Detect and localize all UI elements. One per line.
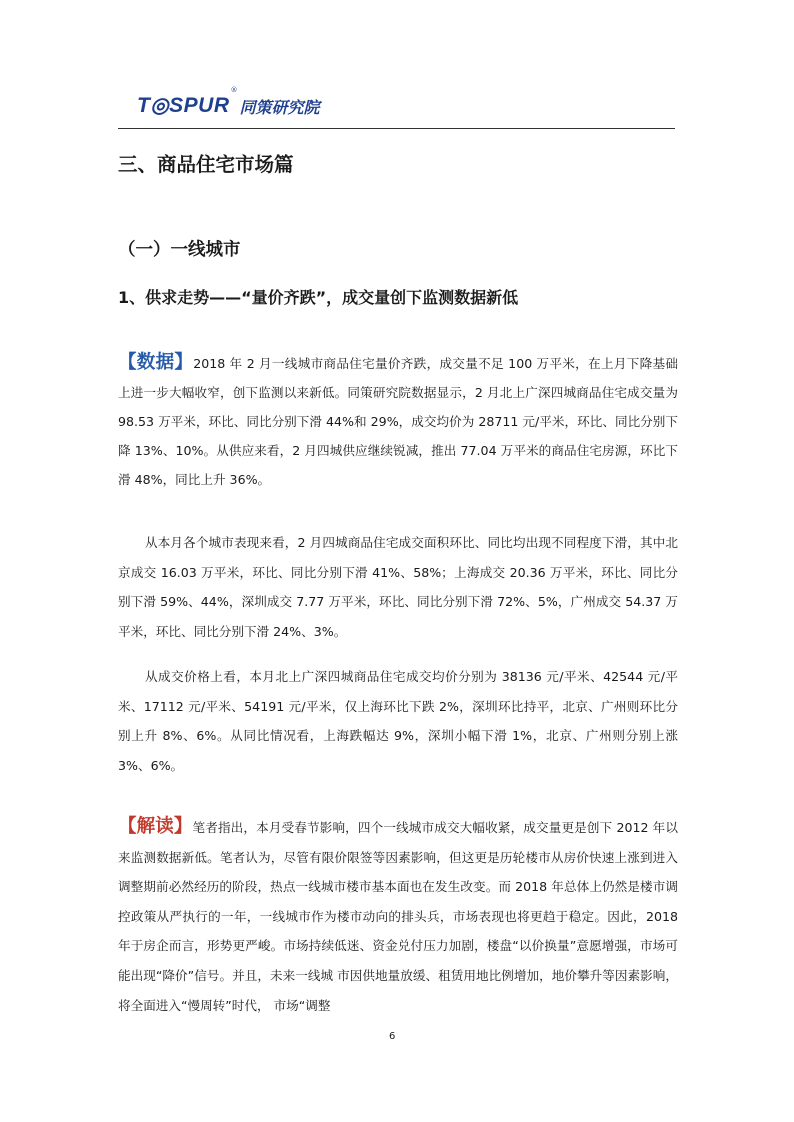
city-volume-paragraph: 从本月各个城市表现来看，2 月四城商品住宅成交面积环比、同比均出现不同程度下滑，其中北京成交 16.03 万平米，环比、同比分别下滑 41%、58%；上海成交 20.36 万平米，环比、同比分别下滑 59%、44%，深圳成交 7.77 万平米，环比、同比分别下滑 72%、5%，广州成交 54.37 万平米，环比、同比分别下滑 24%、3%。 bbox=[118, 535, 678, 639]
data-paragraph bbox=[118, 348, 678, 494]
header-divider bbox=[118, 128, 675, 129]
city-price-paragraph: 从成交价格上看，本月北上广深四城商品住宅成交均价分别为 38136 元/平米、42544 元/平米、17112 元/平米、54191 元/平米，仅上海环比下跌 2%，深圳环比持平，北京、广州则环比分别上升 8%、6%。从同比情况看，上海跌幅达 9%，深圳小幅下滑 1%，北京、广州则分别上涨 3%、6%。 bbox=[118, 669, 678, 773]
tospur-logo bbox=[137, 86, 320, 116]
logo-registered-mark: ® bbox=[230, 86, 238, 94]
item-title: 1、供求走势——“量价齐跌”，成交量创下监测数据新低 bbox=[118, 288, 519, 307]
analysis-label: 【解读】 bbox=[118, 816, 193, 837]
logo-cn-name: 同策研究院 bbox=[239, 98, 320, 117]
analysis-paragraph bbox=[118, 812, 678, 1020]
page-number: 6 bbox=[389, 1031, 396, 1042]
logo-brand: T◎SPUR bbox=[137, 94, 230, 117]
analysis-paragraph-text: 笔者指出，本月受春节影响，四个一线城市成交大幅收紧，成交量更是创下 2012 年以来监测数据新低。笔者认为，尽管有限价限签等因素影响，但这更是历轮楼市从房价快速上涨到进入调整期前必然经历的阶段，热点一线城市楼市基本面也在发生改变。而 2018 年总体上仍然是楼市调控政策从严执行的一年，一线城市作为楼市动向的排头兵，市场表现也将更趋于稳定。因此，2018 年于房企而言，形势更严峻。市场持续低迷、资金兑付压力加剧，楼盘“以价换量”意愿增强，市场可能出现“降价”信号。并且，未来一线城 市因供地量放缓、租赁用地比例增加，地价攀升等因素影响，将全面进入“慢周转”时代， 市场“调整 bbox=[118, 820, 678, 1013]
section-title: 三、商品住宅市场篇 bbox=[118, 153, 294, 176]
subsection-title: （一）一线城市 bbox=[118, 240, 241, 260]
data-paragraph-text: 2018 年 2 月一线城市商品住宅量价齐跌，成交量不足 100 万平米，在上月下降基础上进一步大幅收窄，创下监测以来新低。同策研究院数据显示，2 月北上广深四城商品住宅成交量为 98.53 万平米，环比、同比分别下滑 44%和 29%，成交均价为 28711 元/平米，环比、同比分别下降 13%、10%。从供应来看，2 月四城供应继续锐减，推出 77.04 万平米的商品住宅房源，环比下滑 48%，同比上升 36%。 bbox=[118, 356, 678, 487]
data-label: 【数据】 bbox=[118, 352, 194, 373]
